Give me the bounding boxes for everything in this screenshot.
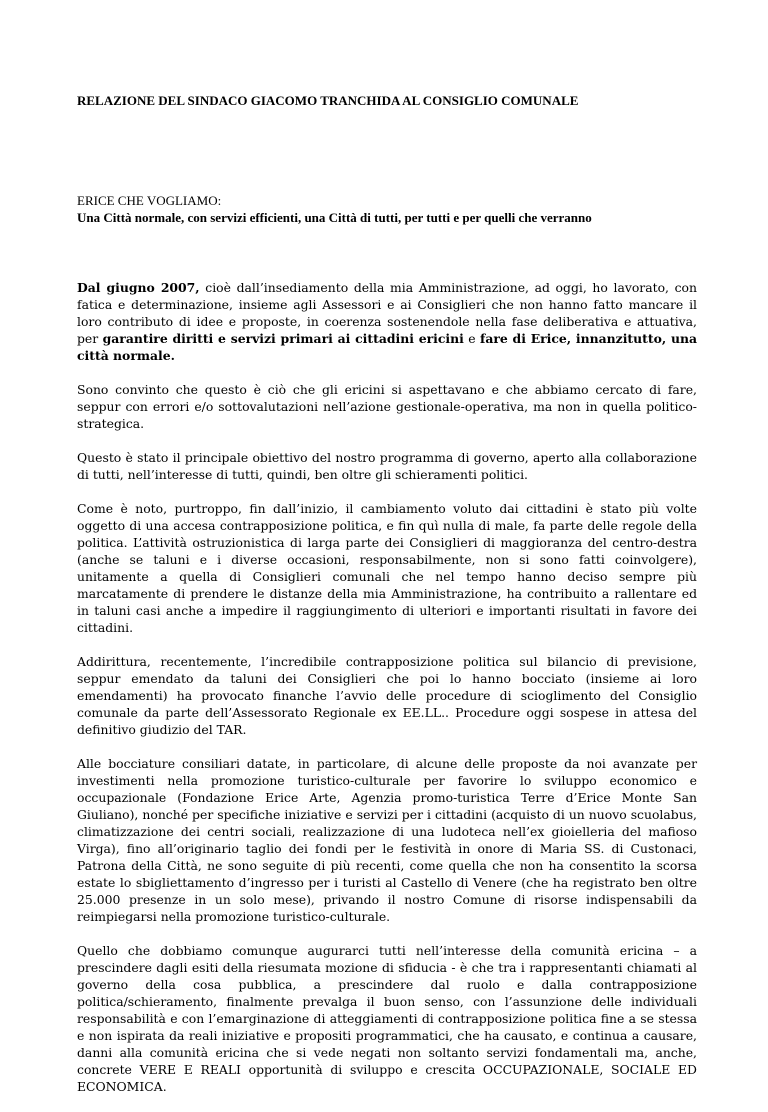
paragraph-1-lead: Dal giugno 2007, xyxy=(77,280,200,295)
subheading-line-2: Una Città normale, con servizi efficienti, una Città di tutti, per tutti e per quelli che verranno xyxy=(77,210,592,225)
paragraph-1-text: cioè dall’insediamento della mia Amministrazione, ad oggi, ho lavorato, con fatica e determinazione, insieme agli Assessori e ai Consiglieri che non hanno fatto mancare il loro contributo di idee e proposte, in coerenza sostenendole nella fase deliberativa e attuativa, per xyxy=(77,280,697,346)
subheading-line-1: ERICE CHE VOGLIAMO: xyxy=(77,193,222,208)
paragraph-5: Addirittura, recentemente, l’incredibile contrapposizione politica sul bilancio di previsione, seppur emendato da taluni dei Consiglieri che poi lo hanno bocciato (insieme ai loro emendamenti) ha provocato finanche l’avvio delle procedure di scioglimento del Consiglio comunale da parte dell’Assessorato Regionale ex EE.LL.. Procedure oggi sospese in attesa del definitivo giudizio del TAR. xyxy=(77,654,697,737)
subheading xyxy=(77,192,697,226)
paragraph-2: Sono convinto che questo è ciò che gli ericini si aspettavano e che abbiamo cercato di fare, seppur con errori e/o sottovalutazioni nell’azione gestionale-operativa, ma non in quella politico-strategica. xyxy=(77,382,697,431)
paragraph-1-emphasis-2: fare di Erice, innanzitutto, una città normale. xyxy=(77,331,698,363)
document-title: RELAZIONE DEL SINDACO GIACOMO TRANCHIDA AL CONSIGLIO COMUNALE xyxy=(77,93,579,108)
paragraph-7: Quello che dobbiamo comunque augurarci tutti nell’interesse della comunità ericina – a prescindere dagli esiti della riesumata mozione di sfiducia - è che tra i rappresentanti chiamati al governo della cosa pubblica, a prescindere dal ruolo e dalla contrapposizione politica/schieramento, finalmente prevalga il buon senso, con l’assunzione delle individuali responsabilità e con l’emarginazione di atteggiamenti di contrapposizione politica fine a se stessa e non ispirata da reali iniziative e propositi programmatici, che ha causato, e continua a causare, danni alla comunità ericina che si vede negati non soltanto servizi fondamentali ma, anche, concrete VERE E REALI opportunità di sviluppo e crescita OCCUPAZIONALE, SOCIALE ED ECONOMICA. xyxy=(77,943,697,1094)
paragraph-1-emphasis-1: garantire diritti e servizi primari ai cittadini ericini xyxy=(102,331,464,346)
paragraph-6: Alle bocciature consiliari datate, in particolare, di alcune delle proposte da noi avanzate per investimenti nella promozione turistico-culturale per favorire lo sviluppo economico e occupazionale (Fondazione Erice Arte, Agenzia promo-turistica Terre d’Erice Monte San Giuliano), nonché per specifiche iniziative e servizi per i cittadini (acquisto di un nuovo scuolabus, climatizzazione dei centri sociali, realizzazione di una ludoteca nell’ex gioielleria del mafioso Virga), fino all’originario taglio dei fondi per le festività in onore di Maria SS. di Custonaci, Patrona della Città, ne sono seguite di più recenti, come quella che non ha consentito la scorsa estate lo sbigliettamento d’ingresso per i turisti al Castello di Venere (che ha registrato ben oltre 25.000 presenze in un solo mese), privando il nostro Comune di risorse indispensabili da reimpiegarsi nella promozione turistico-culturale. xyxy=(77,756,697,924)
paragraph-3: Questo è stato il principale obiettivo del nostro programma di governo, aperto alla collaborazione di tutti, nell’interesse di tutti, quindi, ben oltre gli schieramenti politici. xyxy=(77,450,697,482)
paragraph-1-connector: e xyxy=(463,331,480,346)
paragraph-4: Come è noto, purtroppo, fin dall’inizio, il cambiamento voluto dai cittadini è stato più volte oggetto di una accesa contrapposizione politica, e fin quì nulla di male, fa parte delle regole della politica. L’attività ostruzionistica di larga parte dei Consiglieri di maggioranza del centro-destra (anche se taluni e i diverse occasioni, responsabilmente, non si sono fatti coinvolgere), unitamente a quella di Consiglieri comunali che nel tempo hanno deciso sempre più marcatamente di prendere le distanze della mia Amministrazione, ha contribuito a rallentare ed in taluni casi anche a impedire il raggiungimento di ulteriori e importanti risultati in favore dei cittadini. xyxy=(77,501,697,635)
paragraph-1 xyxy=(77,279,697,364)
document-body xyxy=(77,279,697,1112)
